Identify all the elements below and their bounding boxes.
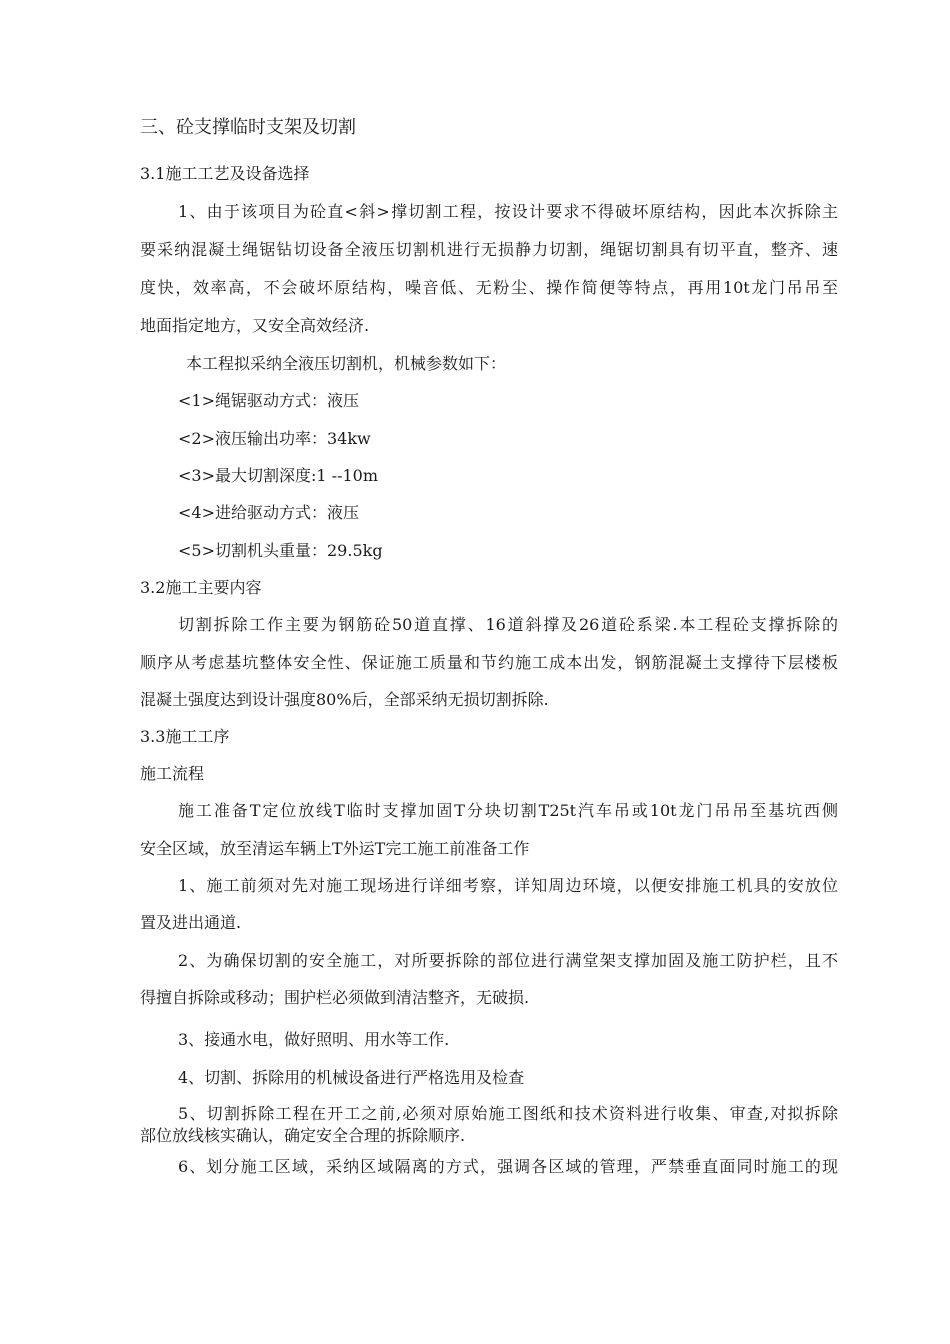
procedure-item-4: 4、切割、拆除用的机械设备进行严格选用及检查 bbox=[178, 1068, 525, 1087]
paragraph-line: 切割拆除工作主要为钢筋砼50道直撑、16道斜撑及26道砼系梁.本工程砼支撑拆除的 bbox=[178, 615, 838, 634]
procedure-item-1: 1、施工前须对先对施工现场进行详细考察，详知周边环境，以便安排施工机具的安放位 bbox=[178, 876, 838, 895]
param-item: <3>最大切割深度:1 --10m bbox=[178, 466, 378, 485]
subsection-heading-3-1: 3.1施工工艺及设备选择 bbox=[140, 164, 310, 183]
procedure-item-2-cont: 得擅自拆除或移动；围护栏必须做到清洁整齐，无破损. bbox=[140, 988, 530, 1007]
flow-line: 施工准备T定位放线T临时支撑加固T分块切割T25t汽车吊或10t龙门吊吊至基坑西侧 bbox=[178, 801, 838, 820]
paragraph-line: 地面指定地方，又安全高效经济. bbox=[140, 316, 370, 335]
equipment-intro: 本工程拟采纳全液压切割机，机械参数如下： bbox=[186, 354, 507, 373]
subsection-heading-3-2: 3.2施工主要内容 bbox=[140, 578, 262, 597]
param-item: <4>进给驱动方式：液压 bbox=[178, 503, 359, 522]
paragraph-line: 顺序从考虑基坑整体安全性、保证施工质量和节约施工成本出发，钢筋混凝土支撑待下层楼板 bbox=[140, 653, 838, 672]
paragraph-line: 要采纳混凝土绳锯钻切设备全液压切割机进行无损静力切割，绳锯切割具有切平直，整齐、速 bbox=[140, 240, 838, 259]
procedure-item-5: 5、切割拆除工程在开工之前,必须对原始施工图纸和技术资料进行收集、审查,对拟拆除 bbox=[178, 1104, 838, 1123]
param-item: <1>绳锯驱动方式：液压 bbox=[178, 391, 359, 410]
param-item: <2>液压输出功率：34kw bbox=[178, 429, 371, 448]
procedure-item-3: 3、接通水电，做好照明、用水等工作. bbox=[178, 1030, 450, 1049]
flow-line: 安全区域，放至清运车辆上T外运T完工施工前准备工作 bbox=[140, 839, 530, 858]
param-item: <5>切割机头重量：29.5kg bbox=[178, 541, 383, 560]
procedure-item-1-cont: 置及进出通道. bbox=[140, 913, 242, 932]
flow-title: 施工流程 bbox=[140, 764, 205, 783]
procedure-item-2: 2、为确保切割的安全施工，对所要拆除的部位进行满堂架支撑加固及施工防护栏，且不 bbox=[178, 951, 838, 970]
procedure-item-6: 6、划分施工区域，采纳区域隔离的方式，强调各区域的管理，严禁垂直面同时施工的现 bbox=[178, 1157, 838, 1176]
procedure-item-5-cont: 部位放线核实确认，确定安全合理的拆除顺序. bbox=[140, 1126, 466, 1145]
paragraph-line: 1、由于该项目为砼直<斜>撑切割工程，按设计要求不得破坏原结构，因此本次拆除主 bbox=[178, 202, 838, 221]
paragraph-line: 混凝土强度达到设计强度80%后，全部采纳无损切割拆除. bbox=[140, 690, 549, 709]
paragraph-line: 度快，效率高，不会破坏原结构，噪音低、无粉尘、操作简便等特点，再用10t龙门吊吊至 bbox=[140, 278, 838, 297]
section-title: 三、砼支撑临时支架及切割 bbox=[140, 117, 356, 138]
subsection-heading-3-3: 3.3施工工序 bbox=[140, 727, 230, 746]
